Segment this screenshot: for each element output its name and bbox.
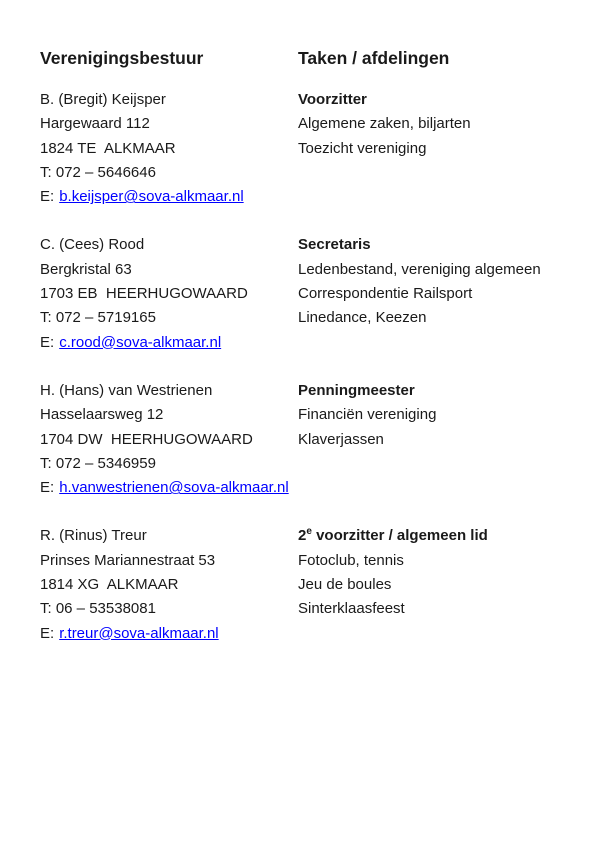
email-label: E: xyxy=(40,188,55,206)
person-phone: T: 06 – 53538081 xyxy=(40,600,156,618)
email-link[interactable]: b.keijsper@sova-alkmaar.nl xyxy=(59,188,244,206)
person-block xyxy=(40,233,569,354)
person-phone: T: 072 – 5646646 xyxy=(40,163,156,181)
tasks-column xyxy=(298,524,569,645)
person-name: R. (Rinus) Treur xyxy=(40,527,147,545)
person-city: 1814 XG ALKMAAR xyxy=(40,576,179,594)
contact-details xyxy=(40,379,298,500)
task-line: Financiën vereniging xyxy=(298,406,437,424)
person-city: 1704 DW HEERHUGOWAARD xyxy=(40,430,253,448)
tasks-column xyxy=(298,88,569,209)
task-line: Algemene zaken, biljarten xyxy=(298,115,471,133)
role-title xyxy=(298,524,569,548)
person-block xyxy=(40,524,569,645)
person-block xyxy=(40,379,569,500)
person-name: C. (Cees) Rood xyxy=(40,236,145,254)
role-text-rest: voorzitter / algemeen lid xyxy=(311,527,488,545)
email-link[interactable]: r.treur@sova-alkmaar.nl xyxy=(59,624,219,642)
email-link[interactable]: c.rood@sova-alkmaar.nl xyxy=(59,333,222,351)
role-title xyxy=(298,379,569,403)
person-street: Prinses Mariannestraat 53 xyxy=(40,551,216,569)
contact-details xyxy=(40,88,298,209)
person-phone: T: 072 – 5719165 xyxy=(40,309,156,327)
role-title xyxy=(298,233,569,257)
email-label: E: xyxy=(40,333,55,351)
task-line: Sinterklaasfeest xyxy=(298,600,405,618)
task-line: Linedance, Keezen xyxy=(298,309,427,327)
right-column-title: Taken / afdelingen xyxy=(298,48,450,68)
person-phone: T: 072 – 5346959 xyxy=(40,454,156,472)
header-row xyxy=(40,44,569,72)
tasks-column xyxy=(298,379,569,500)
task-line: Jeu de boules xyxy=(298,576,392,594)
role-text: 2 xyxy=(298,527,307,545)
contact-details xyxy=(40,233,298,354)
tasks-column xyxy=(298,233,569,354)
person-email-line xyxy=(40,185,298,209)
role-superscript: e xyxy=(306,526,312,538)
email-label: E: xyxy=(40,479,55,497)
person-street: Hargewaard 112 xyxy=(40,115,150,133)
person-email-line xyxy=(40,622,298,646)
left-column-title: Verenigingsbestuur xyxy=(40,48,204,68)
person-street: Hasselaarsweg 12 xyxy=(40,406,164,424)
person-name: B. (Bregit) Keijsper xyxy=(40,91,166,108)
role-text: Voorzitter xyxy=(298,91,367,108)
person-street: Bergkristal 63 xyxy=(40,260,132,278)
person-city: 1703 EB HEERHUGOWAARD xyxy=(40,285,248,303)
person-name: H. (Hans) van Westrienen xyxy=(40,381,213,399)
person-city: 1824 TE ALKMAAR xyxy=(40,139,176,157)
role-text: Penningmeester xyxy=(298,381,415,399)
person-email-line xyxy=(40,331,298,355)
person-block xyxy=(40,88,569,209)
email-label: E: xyxy=(40,624,55,642)
task-line: Ledenbestand, vereniging algemeen xyxy=(298,260,541,278)
email-link[interactable]: h.vanwestrienen@sova-alkmaar.nl xyxy=(59,479,289,497)
task-line: Correspondentie Railsport xyxy=(298,285,473,303)
role-text: Secretaris xyxy=(298,236,371,254)
role-title xyxy=(298,88,569,112)
person-email-line xyxy=(40,476,298,500)
task-line: Fotoclub, tennis xyxy=(298,551,404,569)
task-line: Toezicht vereniging xyxy=(298,139,427,157)
contact-details xyxy=(40,524,298,645)
task-line: Klaverjassen xyxy=(298,430,384,448)
